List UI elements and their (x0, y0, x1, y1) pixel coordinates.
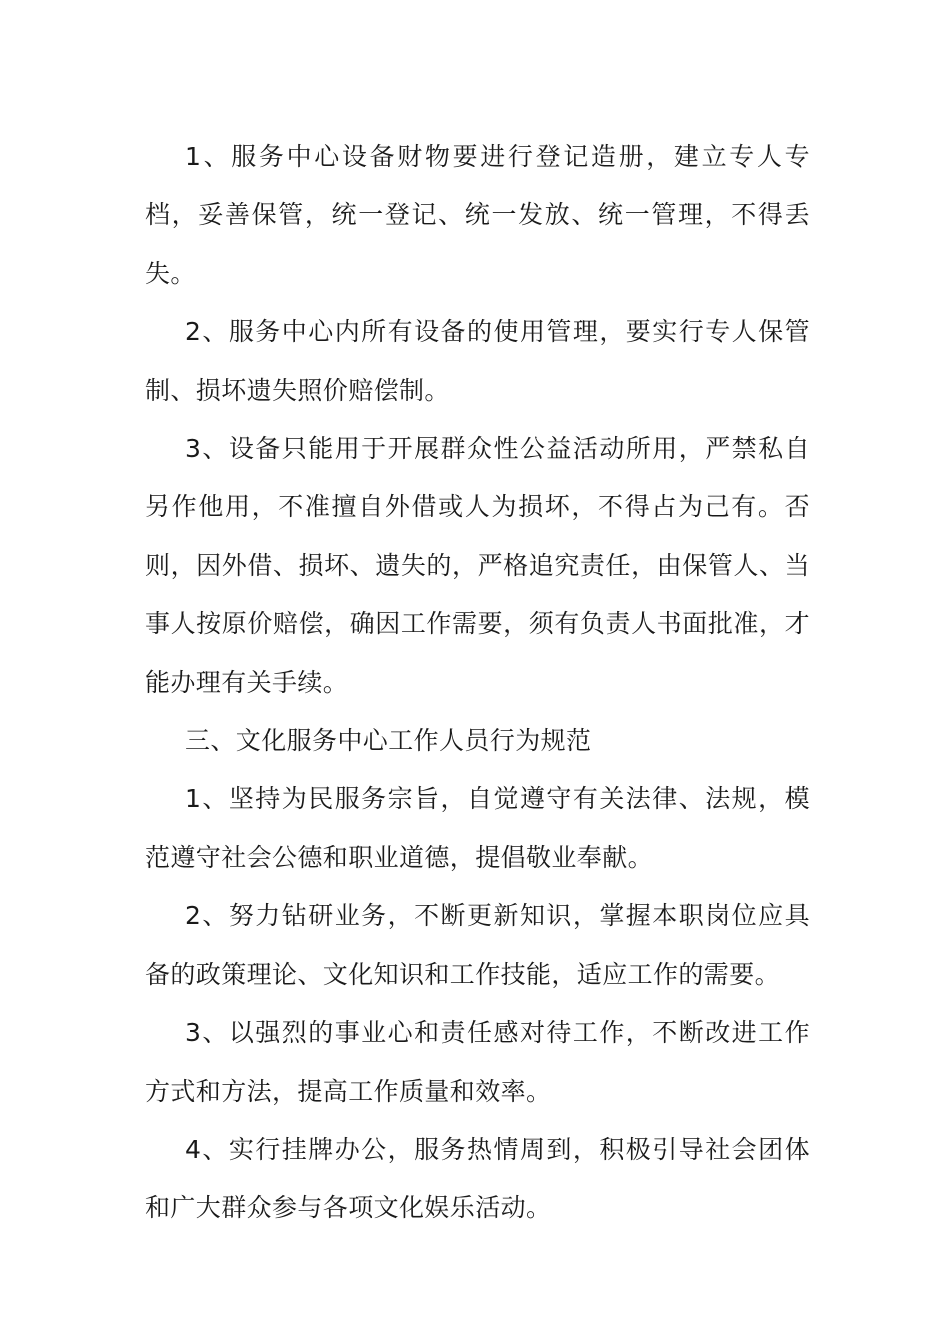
paragraph-office-service: 4、实行挂牌办公，服务热情周到，积极引导社会团体和广大群众参与各项文化娱乐活动。 (145, 1134, 810, 1223)
paragraph-study-business: 2、努力钻研业务，不断更新知识，掌握本职岗位应具备的政策理论、文化知识和工作技能，适应工作的需要。 (145, 901, 810, 989)
section-heading-staff-conduct: 三、文化服务中心工作人员行为规范 (185, 726, 592, 756)
paragraph-equipment-custody: 2、服务中心内所有设备的使用管理，要实行专人保管制、损坏遗失照价赔偿制。 (145, 317, 810, 405)
paragraph-equipment-usage: 3、设备只能用于开展群众性公益活动所用，严禁私自另作他用，不准擅自外借或人为损坏，不得占为己有。否则，因外借、损坏、遗失的，严格追究责任，由保管人、当事人按原价赔偿，确因工作需要，须有负责人书面批准，才能办理有关手续。 (145, 434, 810, 697)
document-body (145, 128, 810, 1238)
paragraph-equipment-registration: 1、服务中心设备财物要进行登记造册，建立专人专档，妥善保管，统一登记、统一发放、统一管理，不得丢失。 (145, 142, 810, 288)
paragraph-work-attitude: 3、以强烈的事业心和责任感对待工作，不断改进工作方式和方法，提高工作质量和效率。 (145, 1018, 810, 1106)
paragraph-service-purpose: 1、坚持为民服务宗旨，自觉遵守有关法律、法规，模范遵守社会公德和职业道德，提倡敬业奉献。 (145, 784, 810, 872)
